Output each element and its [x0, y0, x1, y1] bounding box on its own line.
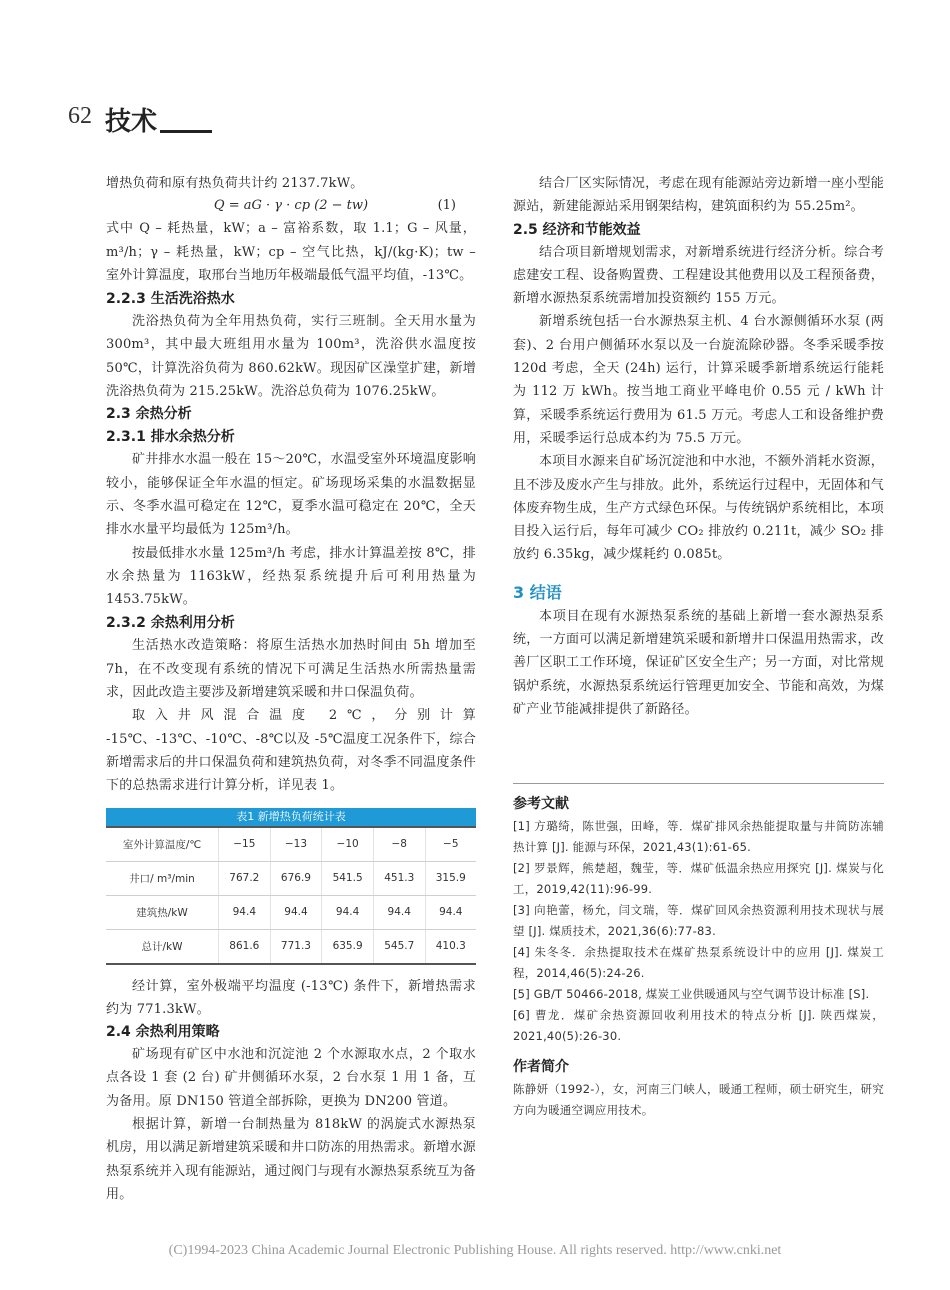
table-cell: 室外计算温度/℃: [106, 828, 219, 862]
table-cell: 541.5: [322, 861, 374, 895]
heading-2-4: 2.4 余热利用策略: [106, 1024, 220, 1041]
equation-body: Q = aG · γ · cp (2 − tw): [213, 198, 369, 214]
table-cell: −15: [219, 828, 271, 862]
paragraph: 取入井风混合温度 2℃，分别计算 -15℃、-13℃、-10℃、-8℃以及 -5℃温度工况条件下，综合新增需求后的井口保温负荷和建筑热负荷，对冬季不同温度条件下的总热需求进行计算分析，详见表 1。: [106, 708, 476, 794]
table-wrapper: [106, 826, 476, 965]
references-divider: [513, 783, 884, 784]
table-row: [106, 895, 476, 929]
paragraph: 洗浴热负荷为全年用热负荷，实行三班制。全天用水量为 300m³，其中最大班组用水量为 100m³，洗浴供水温度按 50℃，计算洗浴负荷为 860.62kW。现因矿区澡堂扩建，新增洗浴热负荷为 215.25kW。洗浴总负荷为 1076.25kW。: [106, 314, 476, 400]
table-cell: 767.2: [219, 861, 271, 895]
paragraph: 经计算，室外极端平均温度 (-13℃) 条件下，新增热需求约为 771.3kW。: [106, 978, 476, 1017]
equation-number: (1): [437, 198, 456, 214]
reference-item: [3] 向艳蕾，杨允，闫文瑞，等．煤矿回风余热资源利用技术现状与展望 [J]. 煤质技术，2021,36(6):77-83.: [513, 903, 884, 939]
paragraph: 根据计算，新增一台制热量为 818kW 的涡旋式水源热泵机房，用以满足新增建筑采暖和井口防冻的用热需求。新增水源热泵系统并入现有能源站，通过阀门与现有水源热泵系统互为备用。: [106, 1117, 476, 1202]
reference-item: [6] 曹龙．煤矿余热资源回收利用技术的特点分析 [J]. 陕西煤炭，2021,40(5):26-30.: [513, 1008, 884, 1044]
paragraph: 按最低排水水量 125m³/h 考虑，排水计算温差按 8℃，排水余热量为 1163kW，经热泵系统提升后可利用热量为 1453.75kW。: [106, 545, 476, 608]
heading-2-3-2: 2.3.2 余热利用分析: [106, 615, 235, 632]
paragraph: 式中 Q – 耗热量，kW；a – 富裕系数，取 1.1；G – 风量，m³/h；γ – 耗热量，kW；cp – 空气比热，kJ/(kg·K)；tw – 室外计算温度，取邢台当地历年极端最低气温平均值，-13℃。: [106, 221, 476, 283]
reference-item: [4] 朱冬冬．余热提取技术在煤矿热泵系统设计中的应用 [J]. 煤炭工程，2014,46(5):24-26.: [513, 945, 884, 981]
table-cell: −13: [270, 828, 322, 862]
table-cell: 94.4: [270, 895, 322, 929]
table-cell: 94.4: [425, 895, 476, 929]
table-cell: 771.3: [270, 929, 322, 964]
heading-2-5: 2.5 经济和节能效益: [513, 221, 641, 238]
table-header-row: [106, 828, 476, 862]
paragraph: 新增系统包括一台水源热泵主机、4 台水源侧循环水泵 (两套)、2 台用户侧循环水泵以及一台旋流除砂器。冬季采暖季按 120d 考虑，全天 (24h) 运行，计算采暖季新增系统运行能耗为 112 万 kWh。按当地工商业平峰电价 0.55 元 / kWh 计算，采暖季系统运行费用为 61.5 万元。考虑人工和设备维护费用，采暖季运行总成本约为 75.5 万元。: [513, 314, 884, 446]
paragraph: 结合项目新增规划需求，对新增系统进行经济分析。综合考虑建安工程、设备购置费、工程建设其他费用以及工程预备费，新增水源热泵系统需增加投资额约 155 万元。: [513, 244, 884, 307]
section-title: 技术: [105, 107, 158, 137]
header-rule: [160, 130, 212, 133]
table-cell: 94.4: [322, 895, 374, 929]
table-cell: 94.4: [219, 895, 271, 929]
table-cell: −8: [373, 828, 425, 862]
heat-load-table: [106, 828, 476, 965]
paragraph: 结合厂区实际情况，考虑在现有能源站旁边新增一座小型能源站，新建能源站采用钢架结构，建筑面积约为 55.25m²。: [513, 176, 884, 215]
table-cell: 井口/ m³/min: [106, 861, 219, 895]
author-heading: 作者简介: [513, 1059, 569, 1076]
table-cell: 315.9: [425, 861, 476, 895]
table-row: [106, 861, 476, 895]
paragraph: 矿井排水水温一般在 15～20℃，水温受室外环境温度影响较小，能够保证全年水温的恒定。矿场现场采集的水温数据显示、冬季水温可稳定在 12℃，夏季水温可稳定在 20℃，全天排水水量平均最低为 125m³/h。: [106, 452, 476, 538]
left-column: [106, 172, 476, 1206]
table-cell: −10: [322, 828, 374, 862]
table-cell: 451.3: [373, 861, 425, 895]
paragraph: 增热负荷和原有热负荷共计约 2137.7kW。: [106, 176, 364, 191]
reference-item: [2] 罗景辉，熊楚超，魏莹，等．煤矿低温余热应用探究 [J]. 煤炭与化工，2019,42(11):96-99.: [513, 861, 884, 897]
right-column: [513, 172, 884, 1121]
page-number: 62: [68, 103, 92, 129]
table-cell: 总计/kW: [106, 929, 219, 964]
table-caption: 表1 新增热负荷统计表: [106, 808, 476, 826]
references-heading: 参考文献: [513, 796, 569, 813]
heading-3-conclusion: 3 结语: [513, 582, 562, 602]
table-cell: 410.3: [425, 929, 476, 964]
heading-2-3: 2.3 余热分析: [106, 406, 192, 423]
reference-item: [1] 方璐绮，陈世强，田峰，等．煤矿排风余热能提取量与井筒防冻辅热计算 [J]. 能源与环保，2021,43(1):61-65.: [513, 819, 884, 855]
heading-2-3-1: 2.3.1 排水余热分析: [106, 429, 235, 446]
heading-2-2-3: 2.2.3 生活洗浴热水: [106, 291, 235, 308]
table-cell: 861.6: [219, 929, 271, 964]
table-cell: 545.7: [373, 929, 425, 964]
copyright-footer: (C)1994-2023 China Academic Journal Electronic Publishing House. All rights reserved. http://www.cnki.net: [168, 1243, 782, 1258]
author-bio: 陈静妍（1992-），女，河南三门峡人，暖通工程师，硕士研究生，研究方向为暖通空调应用技术。: [513, 1082, 884, 1118]
equation: [106, 195, 476, 217]
table-cell: 建筑热/kW: [106, 895, 219, 929]
table-cell: 94.4: [373, 895, 425, 929]
table-cell: −5: [425, 828, 476, 862]
reference-item: [5] GB/T 50466-2018, 煤炭工业供暖通风与空气调节设计标准 [S].: [513, 987, 870, 1002]
paragraph: 本项目水源来自矿场沉淀池和中水池，不额外消耗水资源，且不涉及废水产生与排放。此外，系统运行过程中，无固体和气体废弃物生成，生产方式绿色环保。与传统锅炉系统相比，本项目投入运行后，每年可减少 CO₂ 排放约 0.211t，减少 SO₂ 排放约 6.35kg，减少煤耗约 0.085t。: [513, 454, 884, 563]
paragraph: 矿场现有矿区中水池和沉淀池 2 个水源取水点，2 个取水点各设 1 套 (2 台) 矿井侧循环水泵，2 台水泵 1 用 1 备，互为备用。原 DN150 管道全部拆除，更换为 DN200 管道。: [106, 1047, 476, 1109]
table-cell: 635.9: [322, 929, 374, 964]
table-cell: 676.9: [270, 861, 322, 895]
paragraph: 生活热水改造策略：将原生活热水加热时间由 5h 增加至 7h，在不改变现有系统的情况下可满足生活热水所需热量需求，因此改造主要涉及新增建筑采暖和井口保温负荷。: [106, 638, 476, 701]
table-row: [106, 929, 476, 964]
paragraph: 本项目在现有水源热泵系统的基础上新增一套水源热泵系统，一方面可以满足新增建筑采暖和新增井口保温用热需求，改善厂区职工工作环境，保证矿区安全生产；另一方面，对比常规锅炉系统，水源热泵系统运行管理更加安全、节能和高效，为煤矿产业节能减排提供了新路径。: [513, 608, 884, 717]
